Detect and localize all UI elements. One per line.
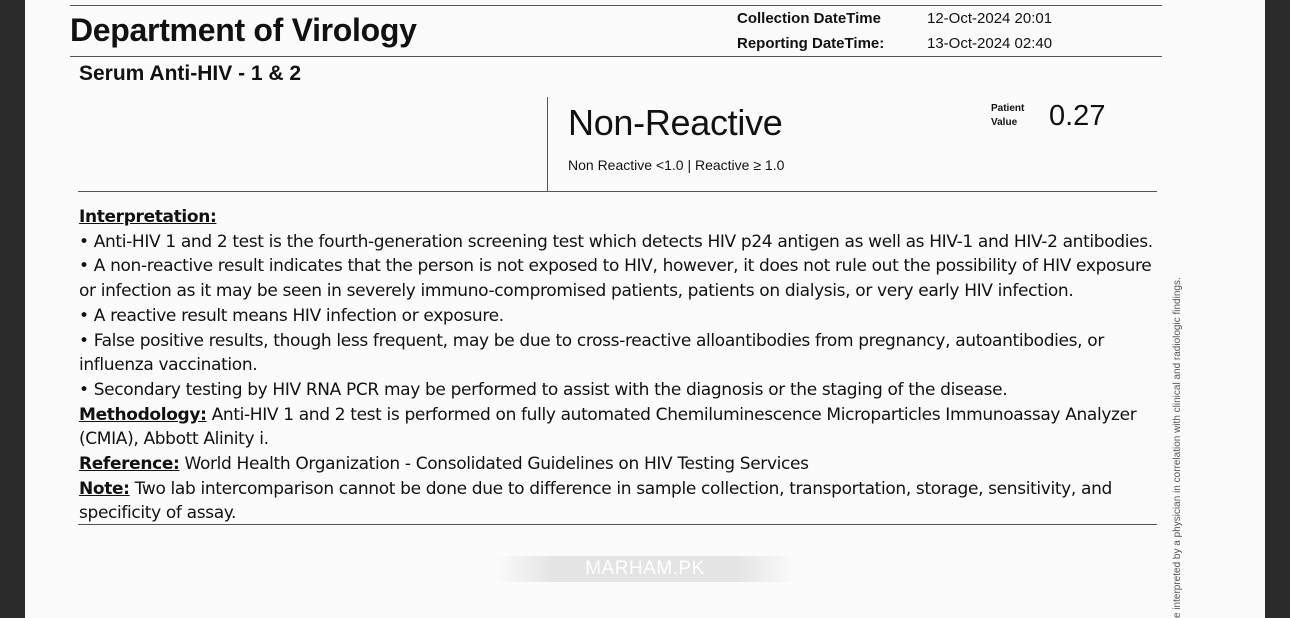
reference-text: World Health Organization - Consolidated Guidelines on HIV Testing Services [179,454,809,475]
report-page [25,0,1265,618]
test-name: Serum Anti-HIV - 1 & 2 [79,62,302,85]
reference-paragraph [79,452,1169,477]
methodology-text: Anti-HIV 1 and 2 test is performed on fully automated Chemiluminescence Microparticles Immunoassay Analyzer (CMIA), Abbott Alinity i. [79,404,1137,450]
patient-value-label [991,102,1024,130]
top-rule [70,5,1162,6]
note-paragraph [79,477,1169,526]
result-status: Non-Reactive [568,102,783,143]
interpretation-bullet: • Anti-HIV 1 and 2 test is the fourth-generation screening test which detects HIV p24 antigen as well as HIV-1 and HIV-2 antibodies. [79,231,1153,252]
result-divider [547,97,548,192]
methodology-paragraph [79,403,1169,452]
reporting-datetime-label: Reporting DateTime: [737,35,885,52]
watermark: MARHAM.PK [495,556,795,582]
patient-value-label-line2: Value [991,117,1018,128]
interpretation-bullet: • False positive results, though less frequent, may be due to cross-reactive alloantibodies from pregnancy, autoantibodies, or influenza vaccination. [79,330,1104,376]
reference-range: Non Reactive <1.0 | Reactive ≥ 1.0 [568,157,785,173]
collection-datetime-label: Collection DateTime [737,10,881,27]
patient-value: 0.27 [1049,100,1106,132]
methodology-label: Methodology: [79,404,207,425]
note-text: Two lab intercomparison cannot be done due to difference in sample collection, transportation, storage, sensitivity, and specificity of assay. [79,478,1112,524]
department-title: Department of Virology [70,12,417,48]
reporting-datetime-value: 13-Oct-2024 02:40 [927,35,1053,52]
report-body [79,205,1169,526]
interpretation-heading: Interpretation: [79,207,217,227]
interpretation-bullet: • Secondary testing by HIV RNA PCR may be performed to assist with the diagnosis or the staging of the disease. [79,379,1008,400]
header-rule [70,56,1162,57]
interpretation-bullet: • A reactive result means HIV infection or exposure. [79,305,504,326]
result-rule [78,191,1157,192]
interpretation-bullet: • A non-reactive result indicates that the person is not exposed to HIV, however, it does not rule out the possibility of HIV exposure or infection as it may be seen in severely immuno-compromised patients, patients on dialysis, or very early HIV infection. [79,256,1152,302]
side-disclaimer: e interpreted by a physician in correlation with clinical and radiologic findings. [1172,277,1183,618]
collection-datetime-value: 12-Oct-2024 20:01 [927,10,1053,27]
note-label: Note: [79,478,130,499]
reference-label: Reference: [79,454,180,475]
patient-value-label-line1: Patient [991,103,1025,114]
footer-rule [78,524,1157,525]
